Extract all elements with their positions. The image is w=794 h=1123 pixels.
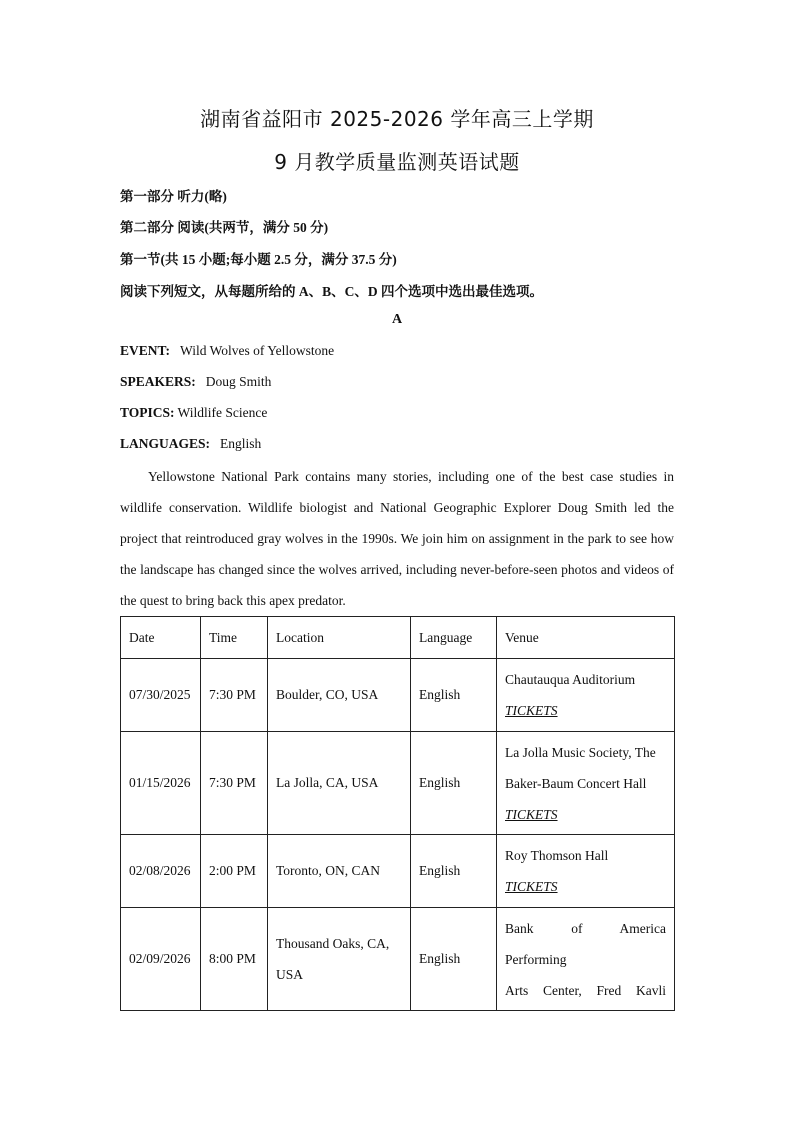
cell-time: 2:00 PM: [201, 835, 268, 908]
header-language: Language: [411, 617, 497, 659]
part1-heading: 第一部分 听力(略): [120, 189, 227, 204]
cell-language: English: [411, 659, 497, 732]
cell-venue: [497, 908, 675, 1011]
table-row: [121, 659, 675, 732]
topics-field: [120, 405, 267, 421]
table-row: [121, 835, 675, 908]
cell-time: 7:30 PM: [201, 732, 268, 835]
venue-name: Arts Center, Fred Kavli: [505, 982, 666, 998]
event-label: EVENT:: [120, 343, 171, 358]
header-time: Time: [201, 617, 268, 659]
section1-heading: 第一节(共 15 小题;每小题 2.5 分，满分 37.5 分): [120, 252, 397, 267]
tickets-link[interactable]: TICKETS: [505, 703, 558, 718]
venue-name: La Jolla Music Society, The: [505, 744, 656, 760]
cell-time: 7:30 PM: [201, 659, 268, 732]
instruction-text: 阅读下列短文，从每题所给的 A、B、C、D 四个选项中选出最佳选项。: [120, 284, 544, 299]
cell-venue: [497, 835, 675, 908]
cell-location: La Jolla, CA, USA: [268, 732, 411, 835]
passage-label: A: [391, 312, 403, 327]
header-location: Location: [268, 617, 411, 659]
languages-label: LANGUAGES:: [120, 436, 211, 451]
cell-venue: [497, 659, 675, 732]
cell-venue: [497, 732, 675, 835]
table-header-row: [121, 617, 675, 659]
speakers-value: Doug Smith: [205, 374, 272, 389]
cell-language: English: [411, 908, 497, 1011]
languages-field: [120, 436, 261, 452]
cell-location: Thousand Oaks, CA, USA: [268, 908, 411, 1011]
header-date: Date: [121, 617, 201, 659]
cell-date: 02/09/2026: [121, 908, 201, 1011]
table-row: [121, 732, 675, 835]
page-title: 湖南省益阳市 2025-2026 学年高三上学期: [200, 107, 594, 131]
tickets-link[interactable]: TICKETS: [505, 806, 558, 822]
cell-language: English: [411, 732, 497, 835]
venue-name: Chautauqua Auditorium: [505, 672, 636, 687]
venue-name: Roy Thomson Hall: [505, 848, 609, 863]
event-field: [120, 343, 334, 359]
header-venue: Venue: [497, 617, 675, 659]
topics-value: Wildlife Science: [177, 405, 268, 420]
venue-name: Performing: [505, 951, 567, 967]
tickets-link[interactable]: TICKETS: [505, 879, 558, 894]
cell-location: Boulder, CO, USA: [268, 659, 411, 732]
table-row: [121, 908, 675, 1011]
speakers-field: [120, 374, 271, 390]
cell-date: 07/30/2025: [121, 659, 201, 732]
cell-date: 02/08/2026: [121, 835, 201, 908]
schedule-table: [120, 616, 675, 1011]
cell-location: Toronto, ON, CAN: [268, 835, 411, 908]
page-subtitle: 9 月教学质量监测英语试题: [274, 150, 520, 174]
venue-name: Baker-Baum Concert Hall: [505, 775, 647, 791]
passage-paragraph: Yellowstone National Park contains many stories, including one of the best case studies in wildlife conservation. Wildlife biologist and National Geographic Explorer Doug Smith led the project that reintroduced gray wolves in the 1990s. We join him on assignment in the park to see how the landscape has changed since the wolves arrived, including never-before-seen photos and videos of the quest to bring back this apex predator.: [120, 469, 674, 608]
part2-heading: 第二部分 阅读(共两节，满分 50 分): [120, 220, 329, 235]
topics-label: TOPICS:: [120, 405, 175, 420]
event-value: Wild Wolves of Yellowstone: [180, 343, 335, 358]
cell-time: 8:00 PM: [201, 908, 268, 1011]
languages-value: English: [220, 436, 262, 451]
cell-language: English: [411, 835, 497, 908]
venue-name: Bank of America: [505, 920, 666, 936]
cell-date: 01/15/2026: [121, 732, 201, 835]
speakers-label: SPEAKERS:: [120, 374, 196, 389]
